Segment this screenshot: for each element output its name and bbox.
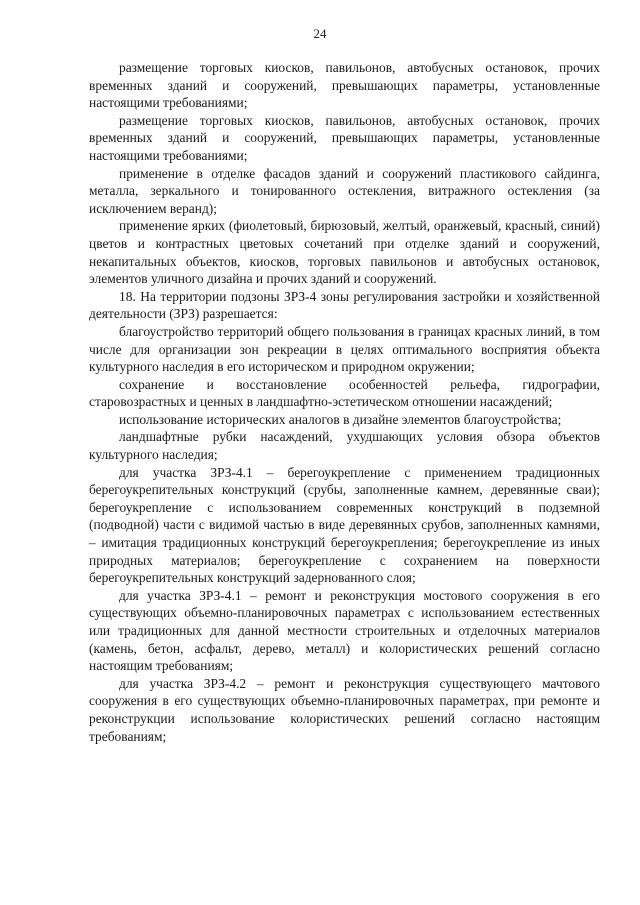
paragraph-facade-finishing: применение в отделке фасадов зданий и сооружений пластикового сайдинга, металла, зеркального и тонированного остекления, витражного остекления (за исключением веранд); [89,165,600,216]
paragraph-bright-colors: применение ярких (фиолетовый, бирюзовый, желтый, оранжевый, красный, синий) цветов и контрастных цветовых сочетаний при отделке зданий и сооружений, некапитальных объектов, киосков, торговых павильонов и автобусных остановок, элементов уличного дизайна и прочих зданий и сооружений. [89,218,600,287]
paragraph-bridge-repair: для участка ЗРЗ-4.1 – ремонт и реконструкция мостового сооружения в его существующих объемно-планировочных параметрах с использованием естественных или традиционных для данной местности строительных и отделочных материалов (камень, бетон, асфальт, дерево, металл) и колористических решений согласно настоящим требованиям; [89,587,600,674]
page-number: 24 [313,26,327,41]
paragraph-landscape-felling: ландшафтные рубки насаждений, ухудшающих условия обзора объектов культурного наследия; [89,429,600,463]
paragraph-bank-protection: для участка ЗРЗ-4.1 – берегоукрепление с применением традиционных берегоукрепительных конструкций (срубы, заполненные камнем, деревянные сваи); берегоукрепление с использованием современных конструкций в подземной (подводной) части с видимой частью в виде деревянных срубов, заполненных камнями, – имитация традиционных конструкций берегоукрепления; берегоукрепление из иных природных материалов; берегоукрепление с сохранением на поверхности берегоукрепительных конструкций задернованного слоя; [89,464,600,586]
paragraph-mast-repair: для участка ЗРЗ-4.2 – ремонт и реконструкция существующего мачтового сооружения в его существующих объемно-планировочных параметрах, при ремонте и реконструкции использование колористических решений согласно настоящим требованиям; [89,675,600,744]
paragraph-kiosks: размещение торговых киосков, павильонов, автобусных остановок, прочих временных зданий и сооружений, превышающих параметры, установленные настоящими требованиями; [89,60,600,111]
paragraph-section-18: 18. На территории подзоны ЗРЗ-4 зоны регулирования застройки и хозяйственной деятельности (ЗРЗ) разрешается: [89,288,600,322]
paragraph-relief-preservation: сохранение и восстановление особенностей рельефа, гидрографии, старовозрастных и ценных в ландшафтно-эстетическом отношении насаждений; [89,376,600,410]
paragraph-landscaping: благоустройство территорий общего пользования в границах красных линий, в том числе для организации зон рекреации в целях оптимального восприятия объекта культурного наследия в его историческом и природном окружении; [89,323,600,375]
paragraph-historical-analogs: использование исторических аналогов в дизайне элементов благоустройства; [119,411,562,427]
paragraph-kiosks-repeat: размещение торговых киосков, павильонов, автобусных остановок, прочих временных зданий и сооружений, превышающих параметры, установленные настоящими требованиями; [89,112,600,163]
document-body [89,59,600,745]
